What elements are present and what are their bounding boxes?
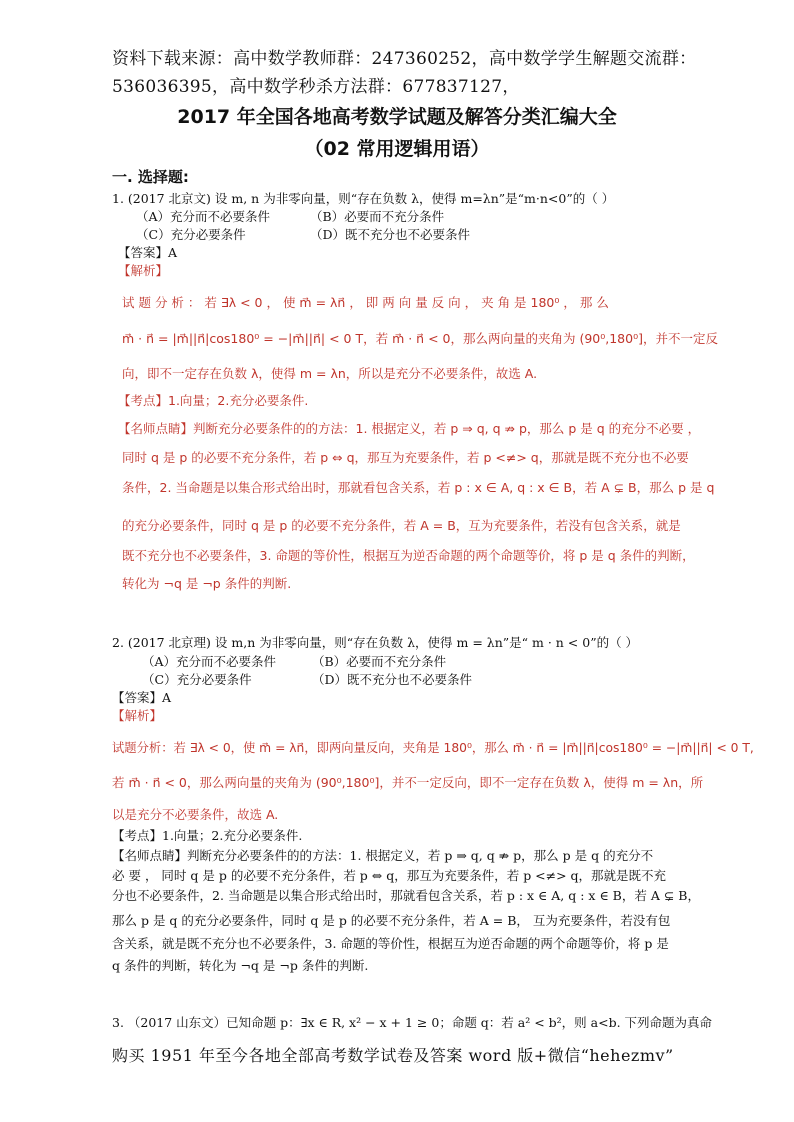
q2-tips-line-1: 【名师点睛】判断充分必要条件的的方法：1. 根据定义，若 p ⇒ q, q ⇏ p，那么 p 是 q 的充分不: [112, 848, 654, 863]
page-subtitle: （02 常用逻辑用语）: [304, 138, 490, 160]
footer-ad: 购买 1951 年至今各地全部高考数学试卷及答案 word 版+微信“hehezmv”: [112, 1046, 674, 1065]
q1-key-points: 【考点】1.向量；2.充分必要条件.: [118, 393, 309, 408]
q1-tips-line-3: 条件，2. 当命题是以集合形式给出时，那就看包含关系，若 p : x ∈ A, q : x ∈ B，若 A ⊊ B，那么 p 是 q: [122, 480, 715, 495]
q2-option-a: （A）充分而不必要条件: [142, 654, 277, 669]
q1-option-c: （C）充分必要条件: [136, 227, 246, 242]
q1-stem: 1. (2017 北京文) 设 m, n 为非零向量，则“存在负数 λ，使得 m=λn”是“m·n<0”的（ ）: [112, 191, 615, 206]
header-line-1: 资料下载来源：高中数学教师群：247360252，高中数学学生解题交流群：: [112, 49, 697, 69]
q1-analysis-line-3: 向，即不一定存在负数 λ，使得 m = λn，所以是充分不必要条件，故选 A.: [122, 366, 538, 381]
header-line-2: 536036395，高中数学秒杀方法群：677837127，: [112, 77, 520, 97]
q2-answer: 【答案】A: [112, 690, 172, 705]
q2-key-points: 【考点】1.向量；2.充分必要条件.: [112, 828, 303, 843]
q1-analysis-label: 【解析】: [118, 263, 169, 278]
q1-option-a: （A）充分而不必要条件: [136, 209, 271, 224]
q1-answer: 【答案】A: [118, 245, 178, 260]
q2-tips-line-6: q 条件的判断，转化为 ¬q 是 ¬p 条件的判断.: [112, 958, 369, 973]
q3-stem: 3. （2017 山东文）已知命题 p：∃x ∈ R, x² − x + 1 ≥ 0；命题 q：若 a² < b²，则 a<b. 下列命题为真命: [112, 1015, 713, 1030]
q1-option-b: （B）必要而不充分条件: [310, 209, 445, 224]
section-heading: 一. 选择题:: [112, 168, 189, 186]
q1-tips-line-5: 既不充分也不必要条件，3. 命题的等价性，根据互为逆否命题的两个命题等价，将 p 是 q 条件的判断，: [122, 548, 695, 563]
q2-tips-line-2: 必 要 ， 同时 q 是 p 的必要不充分条件，若 p ⇔ q，那互为充要条件，若 p <≠> q，那就是既不充: [112, 868, 667, 883]
q2-option-c: （C）充分必要条件: [142, 672, 252, 687]
q2-tips-line-4: 那么 p 是 q 的充分必要条件，同时 q 是 p 的必要不充分条件，若 A = B， 互为充要条件，若没有包: [112, 913, 671, 928]
q2-stem: 2. (2017 北京理) 设 m,n 为非零向量，则“存在负数 λ，使得 m = λn”是“ m · n < 0”的（ ）: [112, 635, 639, 650]
q1-analysis-line-2: m⃗ · n⃗ = |m⃗||n⃗|cos180⁰ = −|m⃗||n⃗| < 0 T，若 m⃗ · n⃗ < 0，那么两向量的夹角为 (90⁰,180⁰]，并不一定反: [122, 331, 718, 346]
q2-option-d: （D）既不充分也不必要条件: [312, 672, 473, 687]
q2-tips-line-5: 含关系，就是既不充分也不必要条件，3. 命题的等价性，根据互为逆否命题的两个命题等价，将 p 是: [112, 936, 669, 951]
page-title: 2017 年全国各地高考数学试题及解答分类汇编大全: [177, 106, 617, 128]
q1-tips-line-4: 的充分必要条件，同时 q 是 p 的必要不充分条件，若 A = B，互为充要条件，若没有包含关系，就是: [122, 518, 681, 533]
q2-analysis-line-3: 以是充分不必要条件，故选 A.: [112, 807, 279, 822]
q2-analysis-line-1: 试题分析：若 ∃λ < 0，使 m⃗ = λn⃗，即两向量反向，夹角是 180⁰，那么 m⃗ · n⃗ = |m⃗||n⃗|cos180⁰ = −|m⃗||n⃗| < 0 T,: [112, 741, 754, 755]
q2-analysis-line-2: 若 m⃗ · n⃗ < 0，那么两向量的夹角为 (90⁰,180⁰]，并不一定反向，即不一定存在负数 λ，使得 m = λn，所: [112, 775, 704, 790]
q1-analysis-line-1: 试 题 分 析 ： 若 ∃λ < 0 ， 使 m⃗ = λn⃗ ， 即 两 向 量 反 向 ， 夹 角 是 180⁰ ， 那 么: [122, 295, 609, 310]
q1-tips-line-1: 【名师点睛】判断充分必要条件的的方法：1. 根据定义，若 p ⇒ q, q ⇏ p，那么 p 是 q 的充分不必要 ，: [118, 421, 701, 436]
q2-option-b: （B）必要而不充分条件: [312, 654, 447, 669]
q1-tips-line-2: 同时 q 是 p 的必要不充分条件，若 p ⇔ q，那互为充要条件，若 p <≠> q，那就是既不充分也不必要: [122, 450, 689, 465]
q1-tips-line-6: 转化为 ¬q 是 ¬p 条件的判断.: [122, 576, 292, 591]
q2-analysis-label: 【解析】: [112, 708, 163, 723]
q1-option-d: （D）既不充分也不必要条件: [310, 227, 471, 242]
q2-tips-line-3: 分也不必要条件，2. 当命题是以集合形式给出时，那就看包含关系，若 p : x ∈ A, q : x ∈ B，若 A ⊊ B，: [112, 888, 700, 903]
